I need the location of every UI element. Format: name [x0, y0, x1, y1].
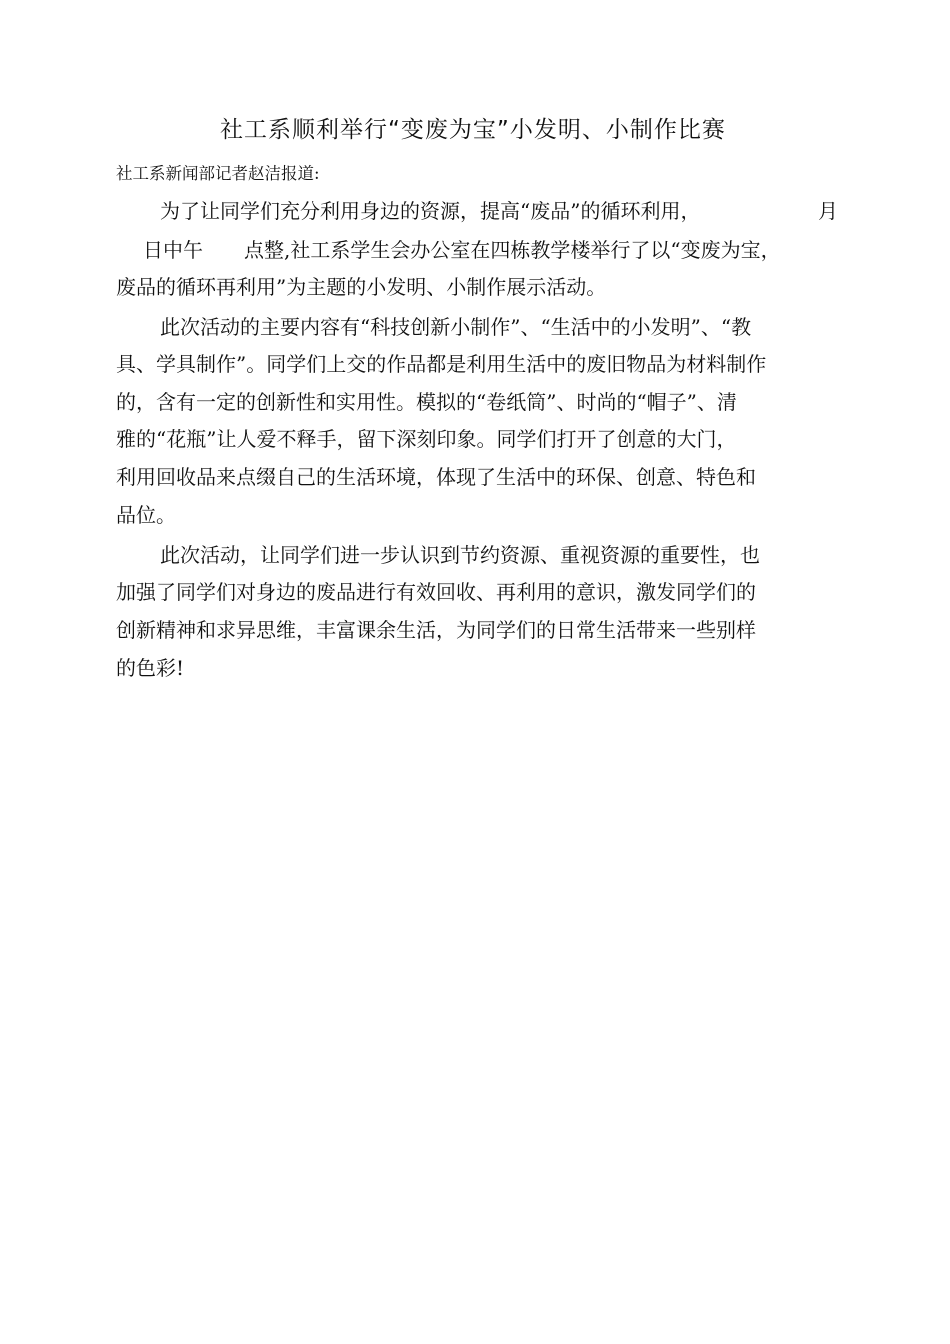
paragraph-2-line-2: 具、学具制作”。同学们上交的作品都是利用生活中的废旧物品为材料制作: [116, 352, 767, 376]
paragraph-1-day-noon: 日中午: [143, 238, 203, 262]
article-byline: 社工系新闻部记者赵洁报道:: [116, 164, 320, 183]
paragraph-3-line-4: 的色彩!: [116, 656, 185, 680]
paragraph-2-line-5: 利用回收品来点缀自己的生活环境，体现了生活中的环保、创意、特色和: [116, 465, 756, 489]
paragraph-3-line-1: 此次活动，让同学们进一步认识到节约资源、重视资源的重要性，也: [160, 543, 760, 567]
paragraph-1-line-2: 点整,社工系学生会办公室在四栋教学楼举行了以“变废为宝，: [244, 238, 781, 262]
paragraph-1-month-char: 月: [818, 199, 838, 223]
paragraph-2-line-4: 雅的“花瓶”让人爱不释手，留下深刻印象。同学们打开了创意的大门，: [116, 427, 737, 451]
paragraph-2-line-6: 品位。: [116, 503, 176, 527]
paragraph-3-line-3: 创新精神和求异思维，丰富课余生活，为同学们的日常生活带来一些别样: [116, 618, 756, 642]
paragraph-1-line-3: 废品的循环再利用”为主题的小发明、小制作展示活动。: [116, 275, 607, 299]
article-title: 社工系顺利举行“变废为宝”小发明、小制作比赛: [220, 117, 726, 143]
paragraph-1-line-1: 为了让同学们充分利用身边的资源，提高“废品”的循环利用，: [160, 199, 701, 223]
paragraph-2-line-3: 的，含有一定的创新性和实用性。模拟的“卷纸筒”、时尚的“帽子”、清: [116, 390, 737, 414]
paragraph-2-line-1: 此次活动的主要内容有“科技创新小制作”、“生活中的小发明”、“教: [160, 315, 752, 339]
paragraph-3-line-2: 加强了同学们对身边的废品进行有效回收、再利用的意识，激发同学们的: [116, 580, 756, 604]
